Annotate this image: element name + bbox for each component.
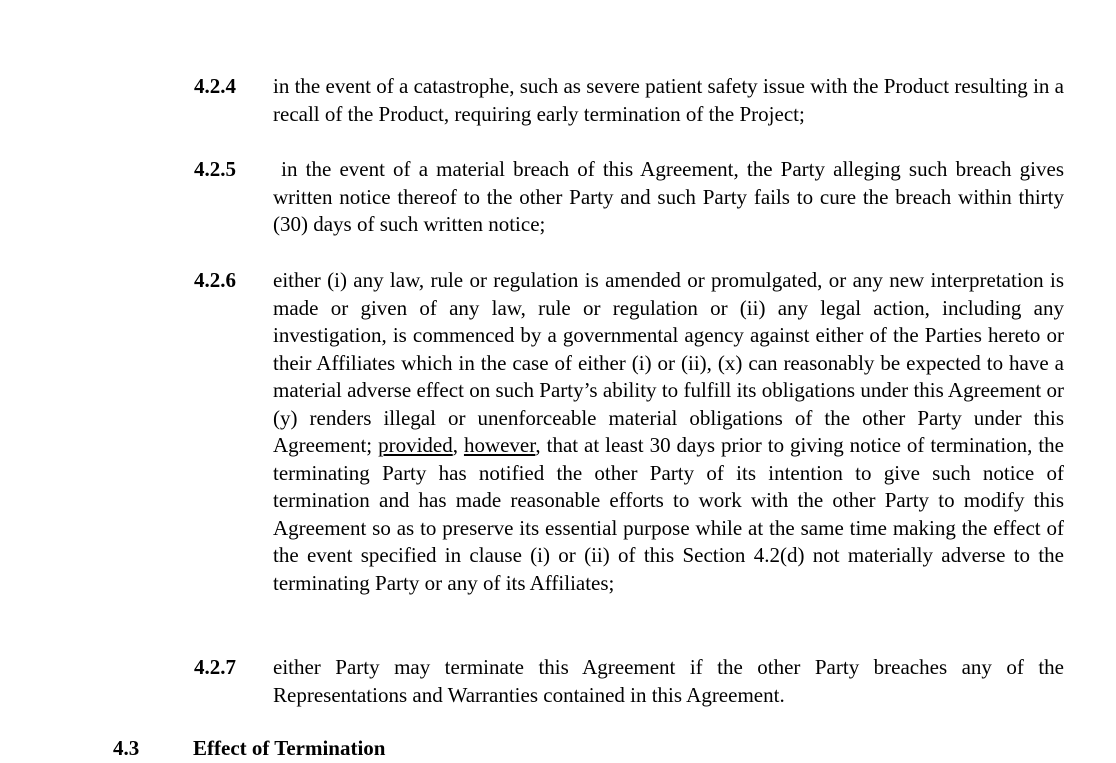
clause-4-2-7 bbox=[194, 654, 1064, 709]
clause-text-part1: either (i) any law, rule or regulation is amended or promulgated, or any new interpretation is made or given of any law, rule or regulation or (ii) any legal action, including any investigation, is commenced by a governmental agency against either of the Parties hereto or their Affiliates which in the case of either (i) or (ii), (x) can reasonably be expected to have a material adverse effect on such Party’s ability to fulfill its obligations under this Agreement or (y) renders illegal or unenforceable material obligations of the other Party under this Agreement; bbox=[273, 268, 1064, 457]
clause-text bbox=[273, 156, 1064, 239]
provided-term: provided bbox=[378, 433, 453, 457]
clause-text bbox=[273, 267, 1064, 597]
section-heading-4-3 bbox=[113, 735, 385, 763]
clause-4-2-4 bbox=[194, 73, 1064, 128]
clause-4-2-5 bbox=[194, 156, 1064, 239]
clause-text-part2: , that at least 30 days prior to giving notice of termination, the terminating Party has notified the other Party of its intention to give such notice of termination and has made reasonable efforts to work with the other Party to modify this Agreement so as to preserve its essential purpose while at the same time making the effect of the event specified in clause (i) or (ii) of this Section 4.2(d) not materially adverse to the terminating Party or any of its Affiliates; bbox=[273, 433, 1065, 595]
clause-text-body: in the event of a material breach of this Agreement, the Party alleging such breach gives written notice thereof to the other Party and such Party fails to cure the breach within thirty (30) days of such written notice; bbox=[273, 157, 1065, 236]
section-number: 4.3 bbox=[113, 736, 140, 760]
clause-number: 4.2.6 bbox=[194, 268, 236, 292]
clause-text: either Party may terminate this Agreement if the other Party breaches any of the Representations and Warranties contained in this Agreement. bbox=[273, 655, 1064, 707]
comma: , bbox=[452, 433, 458, 457]
section-title: Effect of Termination bbox=[193, 736, 386, 760]
clause-number: 4.2.4 bbox=[194, 74, 236, 98]
however-term: however bbox=[463, 433, 536, 457]
clause-number: 4.2.7 bbox=[194, 655, 236, 679]
clause-4-2-6 bbox=[194, 267, 1064, 597]
clause-number: 4.2.5 bbox=[194, 157, 236, 181]
clause-text: in the event of a catastrophe, such as severe patient safety issue with the Product resulting in a recall of the Product, requiring early termination of the Project; bbox=[273, 74, 1064, 126]
